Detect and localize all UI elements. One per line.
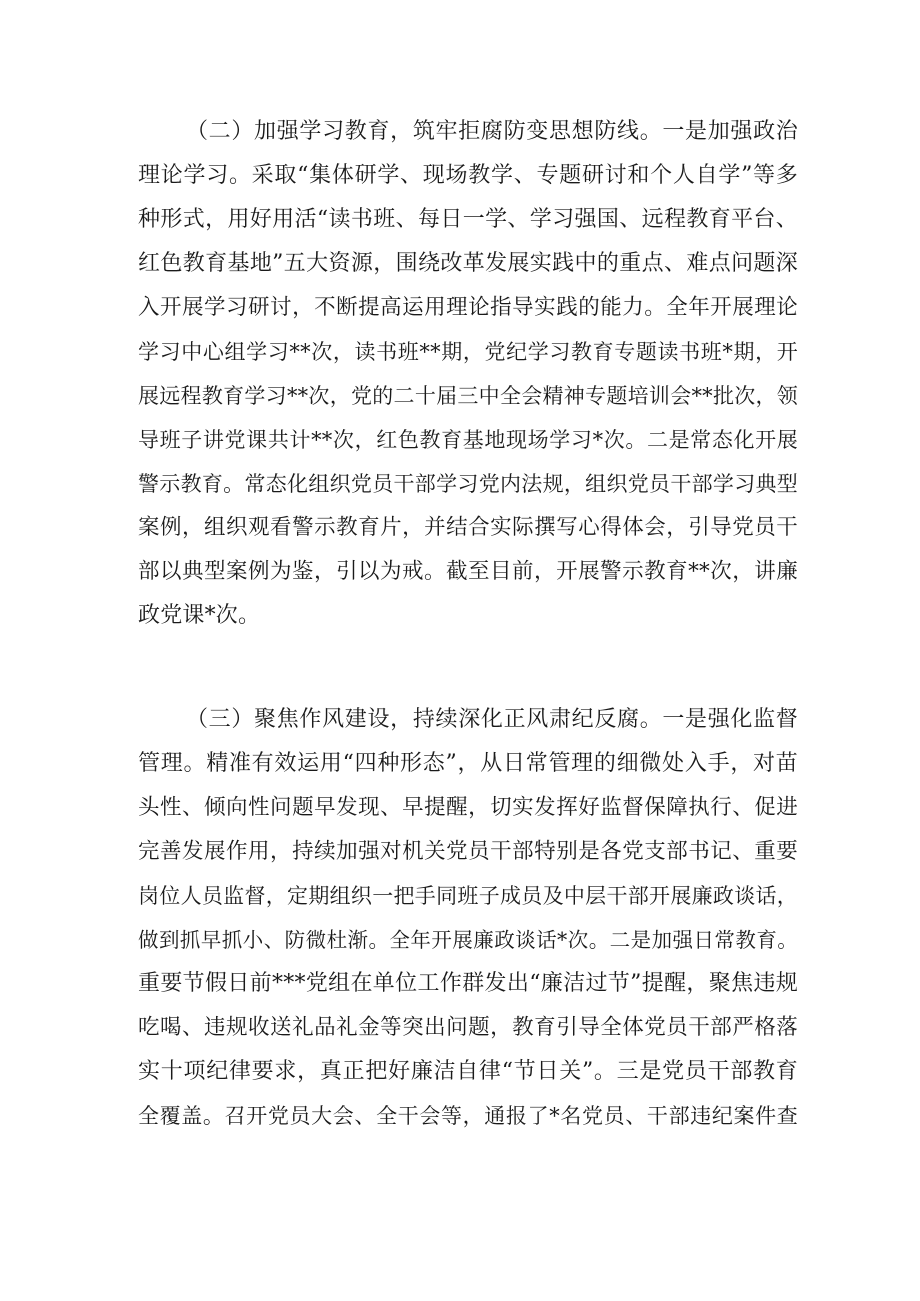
paragraph-line: 部以典型案例为鉴，引以为戒。截至目前，开展警示教育**次，讲廉 <box>138 559 798 584</box>
paragraph-line: 做到抓早抓小、防微杜渐。全年开展廉政谈话*次。二是加强日常教育。 <box>138 928 798 952</box>
paragraph-section-2 <box>138 110 798 638</box>
paragraph-line: 实十项纪律要求，真正把好廉洁自律“节日关”。三是党员干部教育 <box>138 1059 798 1084</box>
paragraph-line: 种形式，用好用活“读书班、每日一学、学习强国、远程教育平台、 <box>138 207 798 232</box>
paragraph-line: 吃喝、违规收送礼品礼金等突出问题，教育引导全体党员干部严格落 <box>138 1015 798 1040</box>
paragraph-line: 案例，组织观看警示教育片，并结合实际撰写心得体会，引导党员干 <box>138 515 798 540</box>
paragraph-line: 完善发展作用，持续加强对机关党员干部特别是各党支部书记、重要 <box>138 839 798 864</box>
paragraph-line: 学习中心组学习**次，读书班**期，党纪学习教育专题读书班*期，开 <box>138 340 798 364</box>
paragraph-line: 重要节假日前***党组在单位工作群发出“廉洁过节”提醒，聚焦违规 <box>138 971 798 996</box>
paragraph-line: 管理。精准有效运用“四种形态”，从日常管理的细微处入手，对苗 <box>138 751 798 776</box>
paragraph-line: 政党课*次。 <box>138 603 261 628</box>
paragraph-line: 导班子讲党课共计**次，红色教育基地现场学习*次。二是常态化开展 <box>138 428 798 452</box>
paragraph-line: 展远程教育学习**次，党的二十届三中全会精神专题培训会**批次，领 <box>138 384 798 408</box>
paragraph-line: 警示教育。常态化组织党员干部学习党内法规，组织党员干部学习典型 <box>138 472 798 496</box>
paragraph-line: 理论学习。采取“集体研学、现场教学、专题研讨和个人自学”等多 <box>138 163 798 188</box>
paragraph-line: 红色教育基地”五大资源，围绕改革发展实践中的重点、难点问题深 <box>138 251 798 276</box>
paragraph-section-3 <box>138 698 798 1138</box>
paragraph-line: 头性、倾向性问题早发现、早提醒，切实发挥好监督保障执行、促进 <box>138 795 798 820</box>
paragraph-line: 入开展学习研讨，不断提高运用理论指导实践的能力。全年开展理论 <box>138 295 798 320</box>
paragraph-line: （三）聚焦作风建设，持续深化正风肃纪反腐。一是强化监督 <box>186 707 798 732</box>
paragraph-line: （二）加强学习教育，筑牢拒腐防变思想防线。一是加强政治 <box>186 119 798 144</box>
paragraph-line: 全覆盖。召开党员大会、全干会等，通报了*名党员、干部违纪案件查 <box>138 1104 798 1128</box>
paragraph-line: 岗位人员监督，定期组织一把手同班子成员及中层干部开展廉政谈话， <box>138 884 798 908</box>
